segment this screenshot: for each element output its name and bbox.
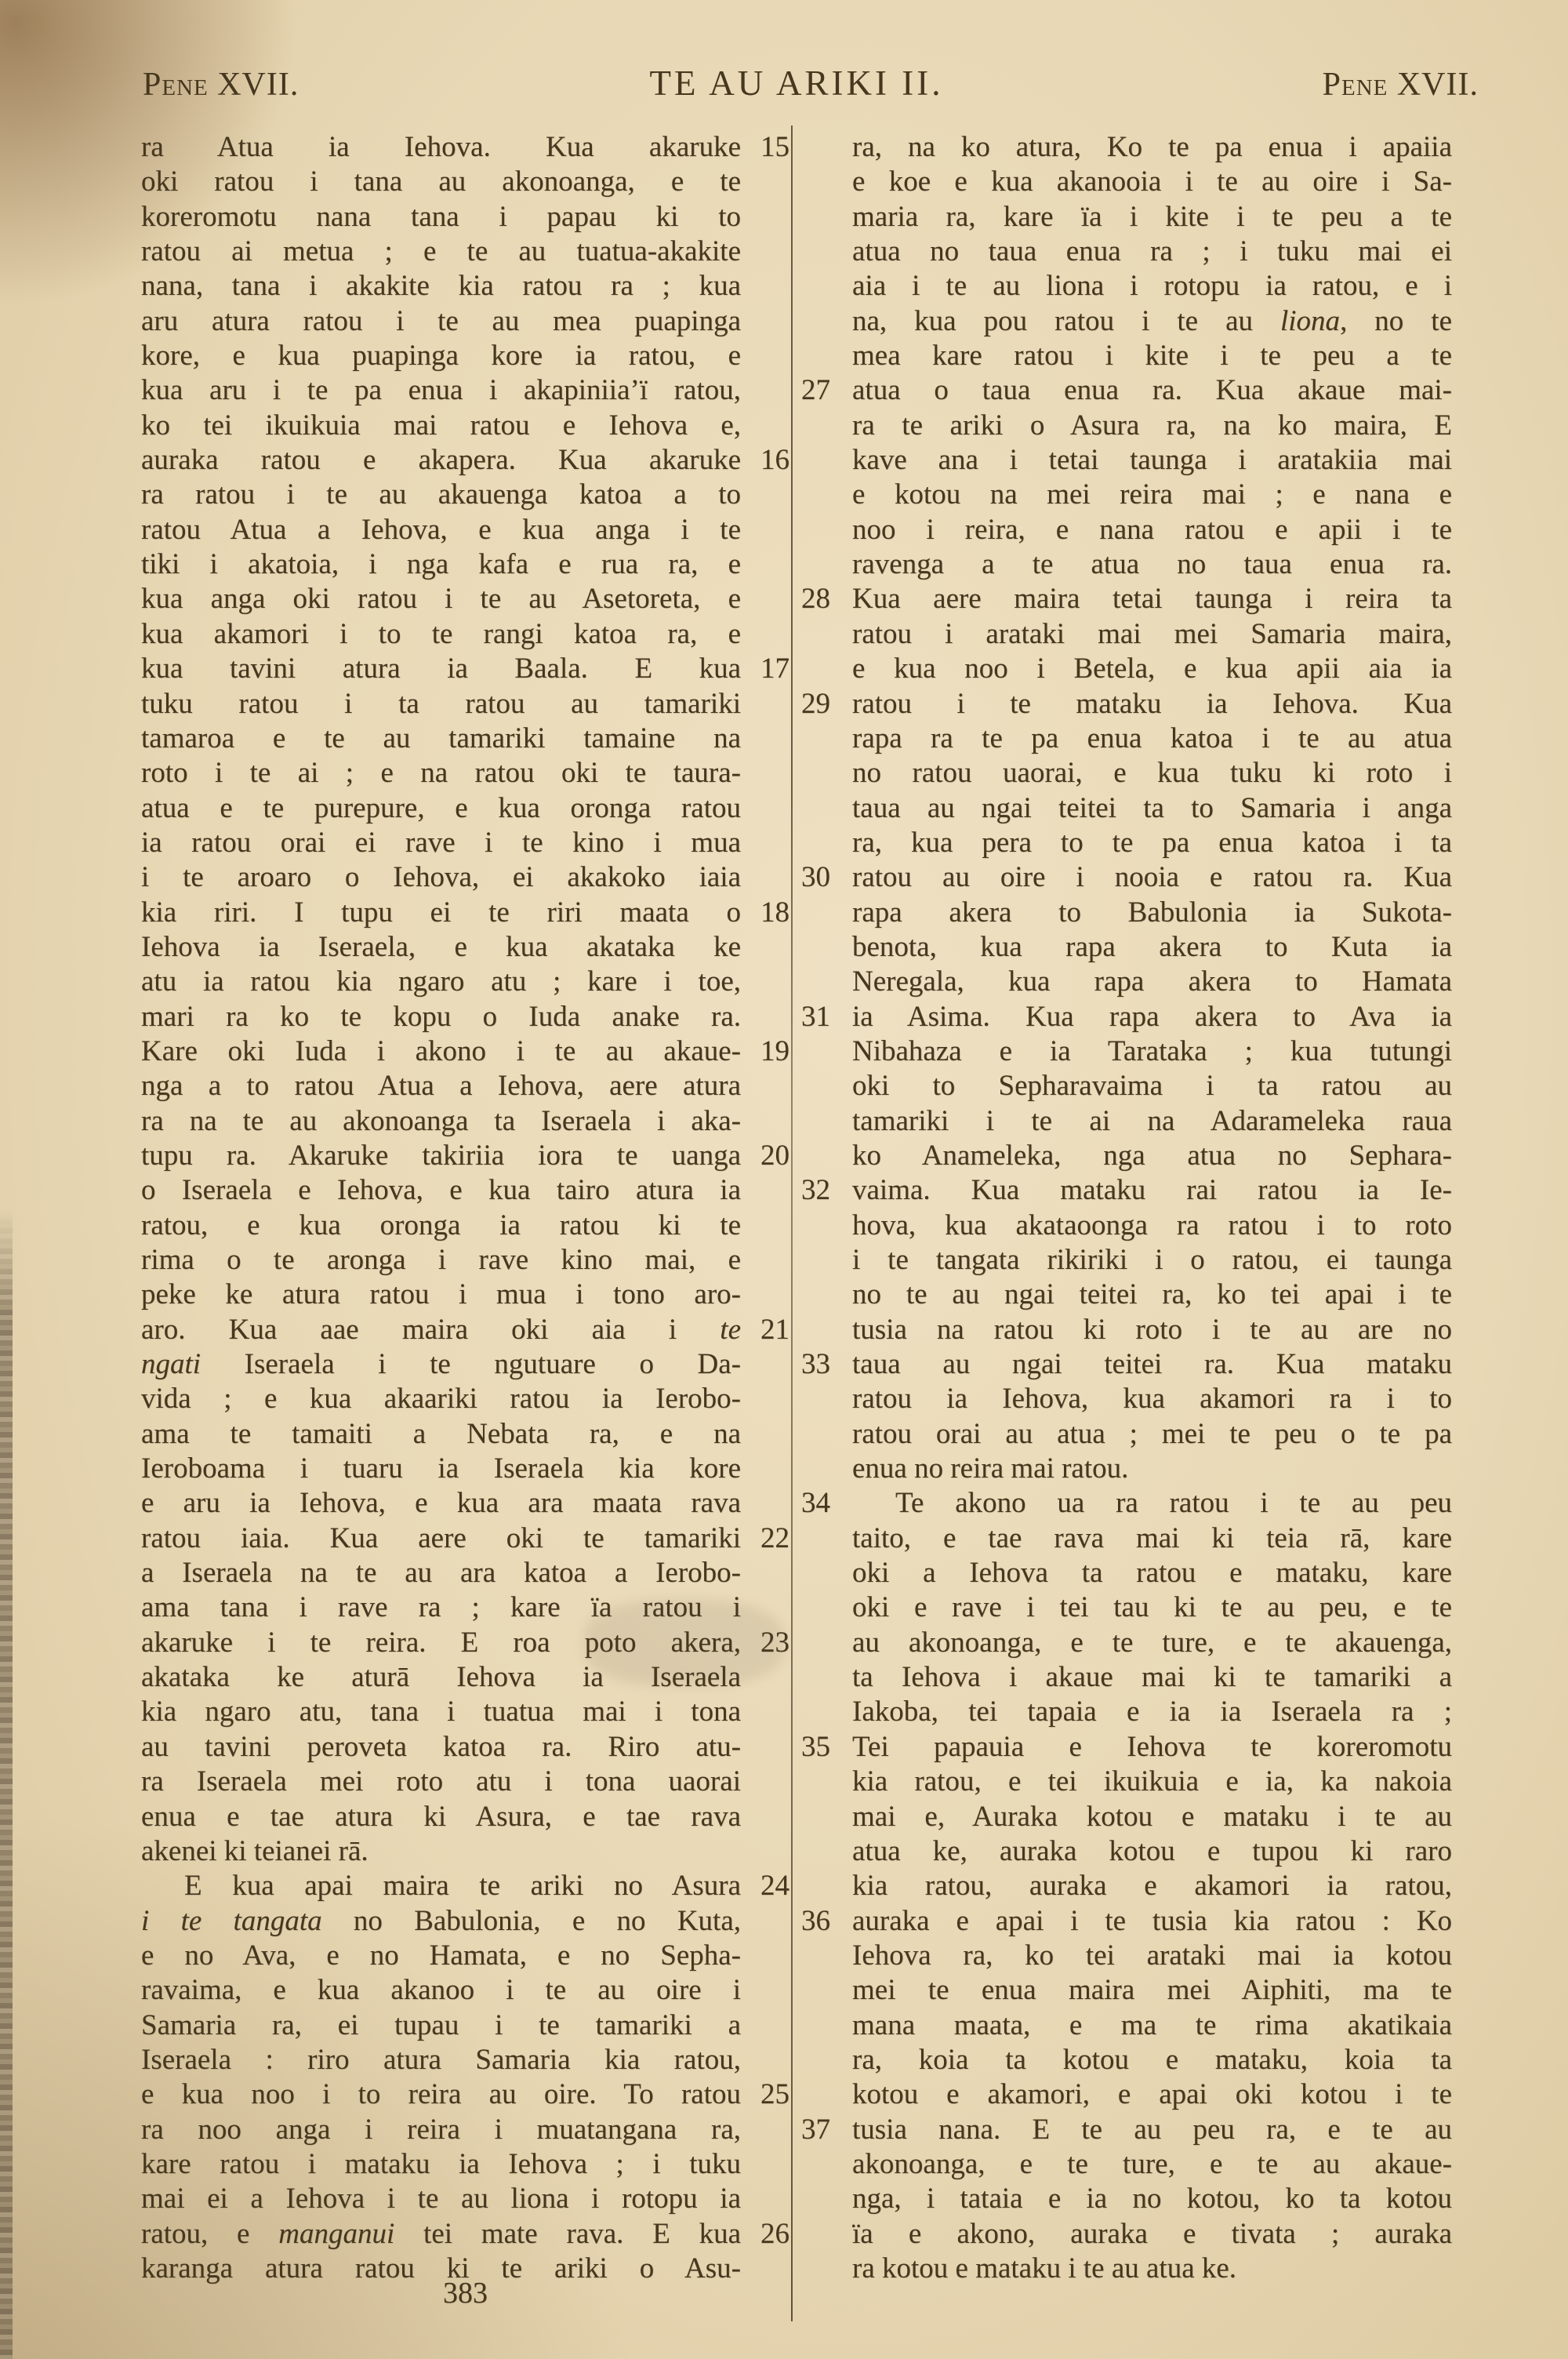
text-line	[801, 1730, 1452, 1765]
verse-text: ra, na ko atura, Ko te pa enua i apaiia	[852, 131, 1452, 163]
text-line	[141, 1209, 789, 1243]
verse-number: 35	[801, 1730, 830, 1763]
text-line	[141, 1313, 789, 1347]
text-line	[141, 1069, 789, 1103]
verse-text: aru atura ratou i te au mea puapinga	[141, 304, 741, 337]
text-line	[141, 2043, 789, 2077]
verse-text: ratou iaia. Kua aere oki te tamariki	[141, 1521, 741, 1554]
text-line	[141, 1000, 789, 1034]
verse-text: rapa ra te pa enua katoa i te au atua	[852, 722, 1452, 754]
text-line	[801, 1278, 1452, 1312]
verse-number: 27	[801, 374, 830, 407]
text-line	[801, 1939, 1452, 1973]
verse-text: o Iseraela e Iehova, e kua tairo atura ia	[141, 1174, 741, 1207]
verse-text: akataka ke aturā Iehova ia Iseraela	[141, 1661, 741, 1694]
text-line	[801, 756, 1452, 791]
text-line	[801, 1452, 1452, 1486]
text-line	[801, 617, 1452, 652]
text-line	[141, 1382, 789, 1416]
verse-text: ra, kua pera to te pa enua katoa i ta	[852, 826, 1452, 859]
verse-text: mana maata, e ma te rima akatikaia	[852, 2008, 1452, 2041]
text-line	[801, 1243, 1452, 1278]
verse-text: ra noo anga i reira i muatangana ra,	[141, 2113, 741, 2146]
text-line	[141, 1660, 789, 1695]
text-line	[801, 1313, 1452, 1347]
verse-text: ratou, e manganui tei mate rava. E kua	[141, 2217, 741, 2250]
verse-number: 30	[801, 861, 830, 894]
text-line	[141, 1173, 789, 1208]
running-head-title: TE AU ARIKI II.	[649, 64, 944, 103]
verse-text: ama tana i rave ra ; kare ïa ratou i	[141, 1591, 741, 1624]
verse-text: noo i reira, e nana ratou e apii i te	[852, 513, 1452, 546]
verse-text: Samaria ra, ei tupau i te tamariki a	[141, 2008, 741, 2041]
verse-text: rapa akera to Babulonia ia Sukota-	[852, 896, 1452, 929]
text-line	[801, 582, 1452, 616]
verse-text: rima o te aronga i rave kino mai, e	[141, 1244, 741, 1276]
text-line	[141, 2008, 789, 2043]
verse-text: ra ratou i te au akauenga katoa a to	[141, 478, 741, 511]
verse-number: 18	[760, 896, 789, 929]
text-line	[801, 1104, 1452, 1139]
verse-text: karanga atura ratou ki te ariki o Asu-	[141, 2252, 741, 2284]
text-line	[141, 2217, 789, 2252]
verse-number: 24	[760, 1870, 789, 1903]
verse-text: vaima. Kua mataku rai ratou ia Ie-	[852, 1174, 1452, 1207]
verse-text: mari ra ko te kopu o Iuda anake ra.	[141, 1000, 741, 1033]
text-line	[141, 652, 789, 686]
text-line	[801, 478, 1452, 512]
verse-number: 17	[760, 652, 789, 685]
verse-text: nga a to ratou Atua a Iehova, aere atura	[141, 1070, 741, 1103]
running-head-left: Pene XVII.	[143, 67, 299, 103]
verse-number: 28	[801, 583, 830, 616]
text-line	[141, 269, 789, 304]
verse-text: benota, kua rapa akera to Kuta ia	[852, 930, 1452, 963]
text-line	[141, 304, 789, 339]
text-line	[801, 200, 1452, 234]
verse-text: no te au ngai teitei ra, ko tei apai i te	[852, 1278, 1452, 1311]
column-divider-rule	[791, 125, 793, 2321]
verse-text: tamariki i te ai na Adarameleka raua	[852, 1104, 1452, 1137]
verse-number: 29	[801, 687, 830, 720]
verse-text: e no Ava, e no Hamata, e no Sepha-	[141, 1939, 741, 1972]
text-line	[801, 1695, 1452, 1729]
text-line	[141, 513, 789, 547]
verse-text: i te tangata rikiriki i o ratou, ei taunga	[852, 1244, 1452, 1276]
verse-text: ïa e akono, auraka e tivata ; auraka	[852, 2217, 1452, 2250]
verse-text: e kotou na mei reira mai ; e nana e	[852, 478, 1452, 511]
verse-text: kua aru i te pa enua i akapiniiaʼï ratou,	[141, 374, 741, 407]
verse-text: e kua noo i to reira au oire. To ratou	[141, 2078, 741, 2111]
verse-text: i te aroaro o Iehova, ei akakoko iaia	[141, 861, 741, 894]
text-line	[801, 1590, 1452, 1625]
text-line	[141, 1034, 789, 1069]
text-line	[141, 687, 789, 722]
verse-number: 25	[760, 2078, 789, 2111]
text-line	[141, 2113, 789, 2147]
verse-text: e aru ia Iehova, e kua ara maata rava	[141, 1487, 741, 1520]
text-line	[141, 1347, 789, 1382]
text-line	[141, 1800, 789, 1834]
italic-word: manganui	[278, 2217, 395, 2250]
verse-text: tamaroa e te au tamariki tamaine na	[141, 722, 741, 754]
verse-text: Nibahaza e ia Tarataka ; kua tutungi	[852, 1034, 1452, 1067]
verse-text: ra te ariki o Asura ra, na ko maira, E	[852, 409, 1452, 442]
verse-text: mei te enua maira mei Aiphiti, ma te	[852, 1974, 1452, 2007]
text-line	[801, 165, 1452, 199]
verse-text: Kare oki Iuda i akono i te au akaue-	[141, 1034, 741, 1067]
verse-text: Ieroboama i tuaru ia Iseraela kia kore	[141, 1452, 741, 1485]
text-line	[141, 791, 789, 826]
verse-text: tusia nana. E te au peu ra, e te au	[852, 2113, 1452, 2146]
text-line	[141, 200, 789, 234]
verse-number: 37	[801, 2113, 830, 2146]
verse-text: koreromotu nana tana i papau ki to	[141, 200, 741, 233]
text-line	[141, 547, 789, 582]
verse-text: ngati Iseraela i te ngutuare o Da-	[141, 1348, 741, 1381]
verse-text: ta Iehova i akaue mai ki te tamariki a	[852, 1661, 1452, 1694]
verse-text: mai ei a Iehova i te au liona i rotopu ia	[141, 2183, 741, 2215]
text-line	[801, 1209, 1452, 1243]
text-line	[801, 1347, 1452, 1382]
text-line	[141, 478, 789, 512]
text-line	[141, 1486, 789, 1521]
verse-text: ratou orai au atua ; mei te peu o te pa	[852, 1417, 1452, 1450]
italic-word: liona	[1280, 304, 1341, 337]
verse-text: no ratou uaorai, e kua tuku ki roto i	[852, 757, 1452, 790]
verse-text: hova, kua akataoonga ra ratou i to roto	[852, 1209, 1452, 1241]
verse-text: kia ngaro atu, tana i tuatua mai i tona	[141, 1696, 741, 1728]
text-line	[801, 234, 1452, 269]
text-line	[801, 130, 1452, 165]
verse-text: ra Atua ia Iehova. Kua akaruke	[141, 131, 741, 163]
text-line	[801, 2077, 1452, 2112]
text-line	[141, 617, 789, 652]
text-line	[141, 165, 789, 199]
text-line	[801, 1139, 1452, 1173]
verse-number: 23	[760, 1626, 789, 1659]
verse-text: kore, e kua puapinga kore ia ratou, e	[141, 340, 741, 373]
verse-text: maria ra, kare ïa i kite i te peu a te	[852, 200, 1452, 233]
verse-text: i te tangata no Babulonia, e no Kuta,	[141, 1904, 741, 1937]
text-line	[801, 1800, 1452, 1834]
text-line	[141, 1695, 789, 1729]
italic-word: i te tangata	[141, 1904, 322, 1937]
text-line	[801, 1626, 1452, 1660]
text-line	[141, 1626, 789, 1660]
text-line	[141, 1556, 789, 1590]
verse-text: oki to Sepharavaima i ta ratou au	[852, 1070, 1452, 1103]
verse-text: tupu ra. Akaruke takiriia iora te uanga	[141, 1139, 741, 1172]
text-line	[801, 304, 1452, 339]
verse-text: akaruke i te reira. E roa poto akera,	[141, 1626, 741, 1659]
verse-text: akenei ki teianei rā.	[141, 1834, 368, 1867]
verse-number: 19	[760, 1034, 789, 1067]
text-line	[801, 965, 1452, 999]
text-line	[801, 443, 1452, 478]
verse-text: ko tei ikuikuia mai ratou e Iehova e,	[141, 409, 741, 442]
verse-text: ia Asima. Kua rapa akera to Ava ia	[852, 1000, 1452, 1033]
text-line	[141, 1417, 789, 1452]
verse-number: 16	[760, 444, 789, 477]
text-line	[141, 1452, 789, 1486]
verse-text: ra, koia ta kotou e mataku, koia ta	[852, 2043, 1452, 2076]
text-line	[801, 2113, 1452, 2147]
verse-number: 21	[760, 1313, 789, 1346]
verse-text: Kua aere maira tetai taunga i reira ta	[852, 583, 1452, 616]
verse-text: ama te tamaiti a Nebata ra, e na	[141, 1417, 741, 1450]
text-line	[801, 2043, 1452, 2077]
verse-text: auraka ratou e akapera. Kua akaruke	[141, 444, 741, 477]
verse-text: kua akamori i to te rangi katoa ra, e	[141, 617, 741, 650]
text-line	[801, 1417, 1452, 1452]
verse-text: Tei papauia e Iehova te koreromotu	[852, 1730, 1452, 1763]
text-line	[801, 1382, 1452, 1416]
text-line	[141, 1765, 789, 1799]
text-line	[801, 339, 1452, 373]
text-line	[801, 1904, 1452, 1939]
verse-text: ratou i te mataku ia Iehova. Kua	[852, 687, 1452, 720]
verse-text: kua anga oki ratou i te au Asetoreta, e	[141, 583, 741, 616]
verse-text: ratou au oire i nooia e ratou ra. Kua	[852, 861, 1452, 894]
verse-text: ratou Atua a Iehova, e kua anga i te	[141, 513, 741, 546]
verse-number: 34	[801, 1487, 830, 1520]
verse-text: ra kotou e mataku i te au atua ke.	[852, 2252, 1237, 2284]
text-line	[141, 896, 789, 930]
verse-text: Neregala, kua rapa akera to Hamata	[852, 965, 1452, 998]
italic-word: ngati	[141, 1348, 201, 1381]
verse-text: Iehova ra, ko tei arataki mai ia kotou	[852, 1939, 1452, 1972]
text-line	[801, 687, 1452, 722]
verse-text: ko Anameleka, nga atua no Sephara-	[852, 1139, 1452, 1172]
verse-text: kia riri. I tupu ei te riri maata o	[141, 896, 741, 929]
verse-text: ratou ai metua ; e te au tuatua-akakite	[141, 235, 741, 268]
verse-text: kotou e akamori, e apai oki kotou i te	[852, 2078, 1452, 2111]
verse-number: 22	[760, 1521, 789, 1554]
text-line	[801, 1834, 1452, 1869]
verse-text: enua no reira mai ratou.	[852, 1452, 1129, 1485]
text-line	[801, 1765, 1452, 1799]
verse-text: taito, e tae rava mai ki teia rā, kare	[852, 1521, 1452, 1554]
verse-text: au akonoanga, e te ture, e te akauenga,	[852, 1626, 1452, 1659]
text-line	[141, 339, 789, 373]
text-line	[141, 1939, 789, 1973]
verse-text: ravaima, e kua akanoo i te au oire i	[141, 1974, 741, 2007]
verse-text: oki ratou i tana au akonoanga, e te	[141, 165, 741, 198]
text-line	[801, 1069, 1452, 1103]
verse-text: kave ana i tetai taunga i aratakiia mai	[852, 444, 1452, 477]
text-line	[801, 826, 1452, 860]
text-line	[801, 2147, 1452, 2182]
verse-text: atua ke, auraka kotou e tupou ki raro	[852, 1834, 1452, 1867]
verse-text: tusia na ratou ki roto i te au are no	[852, 1313, 1452, 1346]
text-line	[801, 409, 1452, 443]
verse-text: kare ratou i mataku ia Iehova ; i tuku	[141, 2147, 741, 2180]
text-column-left	[141, 130, 789, 2286]
verse-text: taua au ngai teitei ra. Kua mataku	[852, 1348, 1452, 1381]
text-line	[141, 1139, 789, 1173]
text-line	[141, 1730, 789, 1765]
verse-number: 20	[760, 1139, 789, 1172]
book-binding-edge	[0, 1208, 13, 2359]
text-line	[141, 1278, 789, 1312]
verse-text: vida ; e kua akaariki ratou ia Ierobo-	[141, 1383, 741, 1416]
verse-text: atua o taua enua ra. Kua akaue mai-	[852, 374, 1452, 407]
text-column-right	[801, 130, 1452, 2286]
verse-text: ravenga a te atua no taua enua ra.	[852, 548, 1452, 581]
verse-text: enua e tae atura ki Asura, e tae rava	[141, 1800, 741, 1833]
text-line	[141, 965, 789, 999]
text-line	[801, 930, 1452, 965]
text-line	[141, 1104, 789, 1139]
verse-text: kia ratou, e tei ikuikuia e ia, ka nakoia	[852, 1765, 1452, 1798]
verse-text: taua au ngai teitei ta to Samaria i anga	[852, 791, 1452, 824]
verse-number: 26	[760, 2217, 789, 2250]
text-line	[141, 443, 789, 478]
verse-text: ra Iseraela mei roto atu i tona uaorai	[141, 1765, 741, 1798]
text-line	[801, 1000, 1452, 1034]
text-line	[801, 2008, 1452, 2043]
verse-text: peke ke atura ratou i mua i tono aro-	[141, 1278, 741, 1311]
verse-text: oki e rave i tei tau ki te au peu, e te	[852, 1591, 1452, 1624]
text-line	[801, 1973, 1452, 2008]
text-line	[141, 1869, 789, 1903]
verse-text: Iehova ia Iseraela, e kua akataka ke	[141, 930, 741, 963]
text-line	[141, 826, 789, 860]
verse-text: ratou i arataki mai mei Samaria maira,	[852, 617, 1452, 650]
verse-text: ratou ia Iehova, kua akamori ra i to	[852, 1383, 1452, 1416]
text-line	[141, 756, 789, 791]
verse-text: mai e, Auraka kotou e mataku i te au	[852, 1800, 1452, 1833]
text-line	[801, 1556, 1452, 1590]
text-line	[141, 860, 789, 895]
verse-text: Te akono ua ra ratou i te au peu	[895, 1487, 1452, 1520]
verse-text: tiki i akatoia, i nga kafa e rua ra, e	[141, 548, 741, 581]
verse-number: 33	[801, 1348, 830, 1381]
verse-text: aro. Kua aae maira oki aia i te	[141, 1313, 741, 1346]
text-line	[141, 1973, 789, 2008]
text-line	[141, 2182, 789, 2216]
text-line	[801, 2217, 1452, 2252]
text-line	[141, 1521, 789, 1556]
text-line	[801, 1034, 1452, 1069]
text-line	[801, 1173, 1452, 1208]
text-line	[801, 1521, 1452, 1556]
verse-text: kua tavini atura ia Baala. E kua	[141, 652, 741, 685]
text-line	[801, 1869, 1452, 1903]
text-line	[801, 722, 1452, 756]
page-number: 383	[443, 2277, 488, 2310]
verse-text: roto i te ai ; e na ratou oki te taura-	[141, 757, 741, 790]
verse-text: mea kare ratou i kite i te peu a te	[852, 340, 1452, 373]
verse-number: 15	[760, 131, 789, 163]
text-line	[801, 791, 1452, 826]
verse-text: ra na te au akonoanga ta Iseraela i aka-	[141, 1104, 741, 1137]
running-head-right: Pene XVII.	[1322, 67, 1479, 103]
verse-text: a Iseraela na te au ara katoa a Ierobo-	[141, 1557, 741, 1590]
italic-word: te	[720, 1313, 741, 1346]
verse-text: atu ia ratou kia ngaro atu ; kare i toe,	[141, 965, 741, 998]
text-line	[141, 130, 789, 165]
verse-number: 32	[801, 1174, 830, 1207]
verse-text: Iseraela : riro atura Samaria kia ratou,	[141, 2043, 741, 2076]
text-line	[801, 860, 1452, 895]
text-line	[141, 1904, 789, 1939]
text-line	[801, 269, 1452, 304]
text-line	[141, 1590, 789, 1625]
text-line	[801, 652, 1452, 686]
verse-text: na, kua pou ratou i te au liona, no te	[852, 304, 1453, 337]
verse-text: atua e te purepure, e kua oronga ratou	[141, 791, 741, 824]
text-line	[801, 2252, 1452, 2286]
verse-text: aia i te au liona i rotopu ia ratou, e i	[852, 270, 1452, 303]
verse-text: auraka e apai i te tusia kia ratou : Ko	[852, 1904, 1452, 1937]
text-line	[801, 1486, 1452, 1521]
verse-text: nana, tana i akakite kia ratou ra ; kua	[141, 270, 741, 303]
text-line	[801, 1660, 1452, 1695]
verse-text: kia ratou, auraka e akamori ia ratou,	[852, 1870, 1452, 1903]
text-line	[141, 722, 789, 756]
verse-text: atua no taua enua ra ; i tuku mai ei	[852, 235, 1452, 268]
text-line	[141, 409, 789, 443]
verse-text: ia ratou orai ei rave i te kino i mua	[141, 826, 741, 859]
verse-number: 36	[801, 1904, 830, 1937]
verse-text: Iakoba, tei tapaia e ia ia Iseraela ra ;	[852, 1696, 1452, 1728]
verse-text: oki a Iehova ta ratou e mataku, kare	[852, 1557, 1452, 1590]
text-line	[141, 373, 789, 408]
text-line	[141, 582, 789, 616]
verse-text: e kua noo i Betela, e kua apii aia ia	[852, 652, 1452, 685]
verse-number: 31	[801, 1000, 830, 1033]
text-line	[801, 2182, 1452, 2216]
verse-text: au tavini peroveta katoa ra. Riro atu-	[141, 1730, 741, 1763]
verse-text: E kua apai maira te ariki no Asura	[184, 1870, 741, 1903]
text-line	[141, 2077, 789, 2112]
verse-text: tuku ratou i ta ratou au tamariki	[141, 687, 741, 720]
verse-text: nga, i tataia e ia no kotou, ko ta kotou	[852, 2183, 1452, 2215]
verse-text: akonoanga, e te ture, e te au akaue-	[852, 2147, 1452, 2180]
text-line	[801, 547, 1452, 582]
text-line	[801, 513, 1452, 547]
text-line	[141, 234, 789, 269]
text-line	[141, 1834, 789, 1869]
text-line	[801, 373, 1452, 408]
text-line	[141, 2147, 789, 2182]
text-line	[141, 1243, 789, 1278]
verse-text: ratou, e kua oronga ia ratou ki te	[141, 1209, 741, 1241]
text-line	[141, 930, 789, 965]
text-line	[801, 896, 1452, 930]
verse-text: e koe e kua akanooia i te au oire i Sa-	[852, 165, 1452, 198]
